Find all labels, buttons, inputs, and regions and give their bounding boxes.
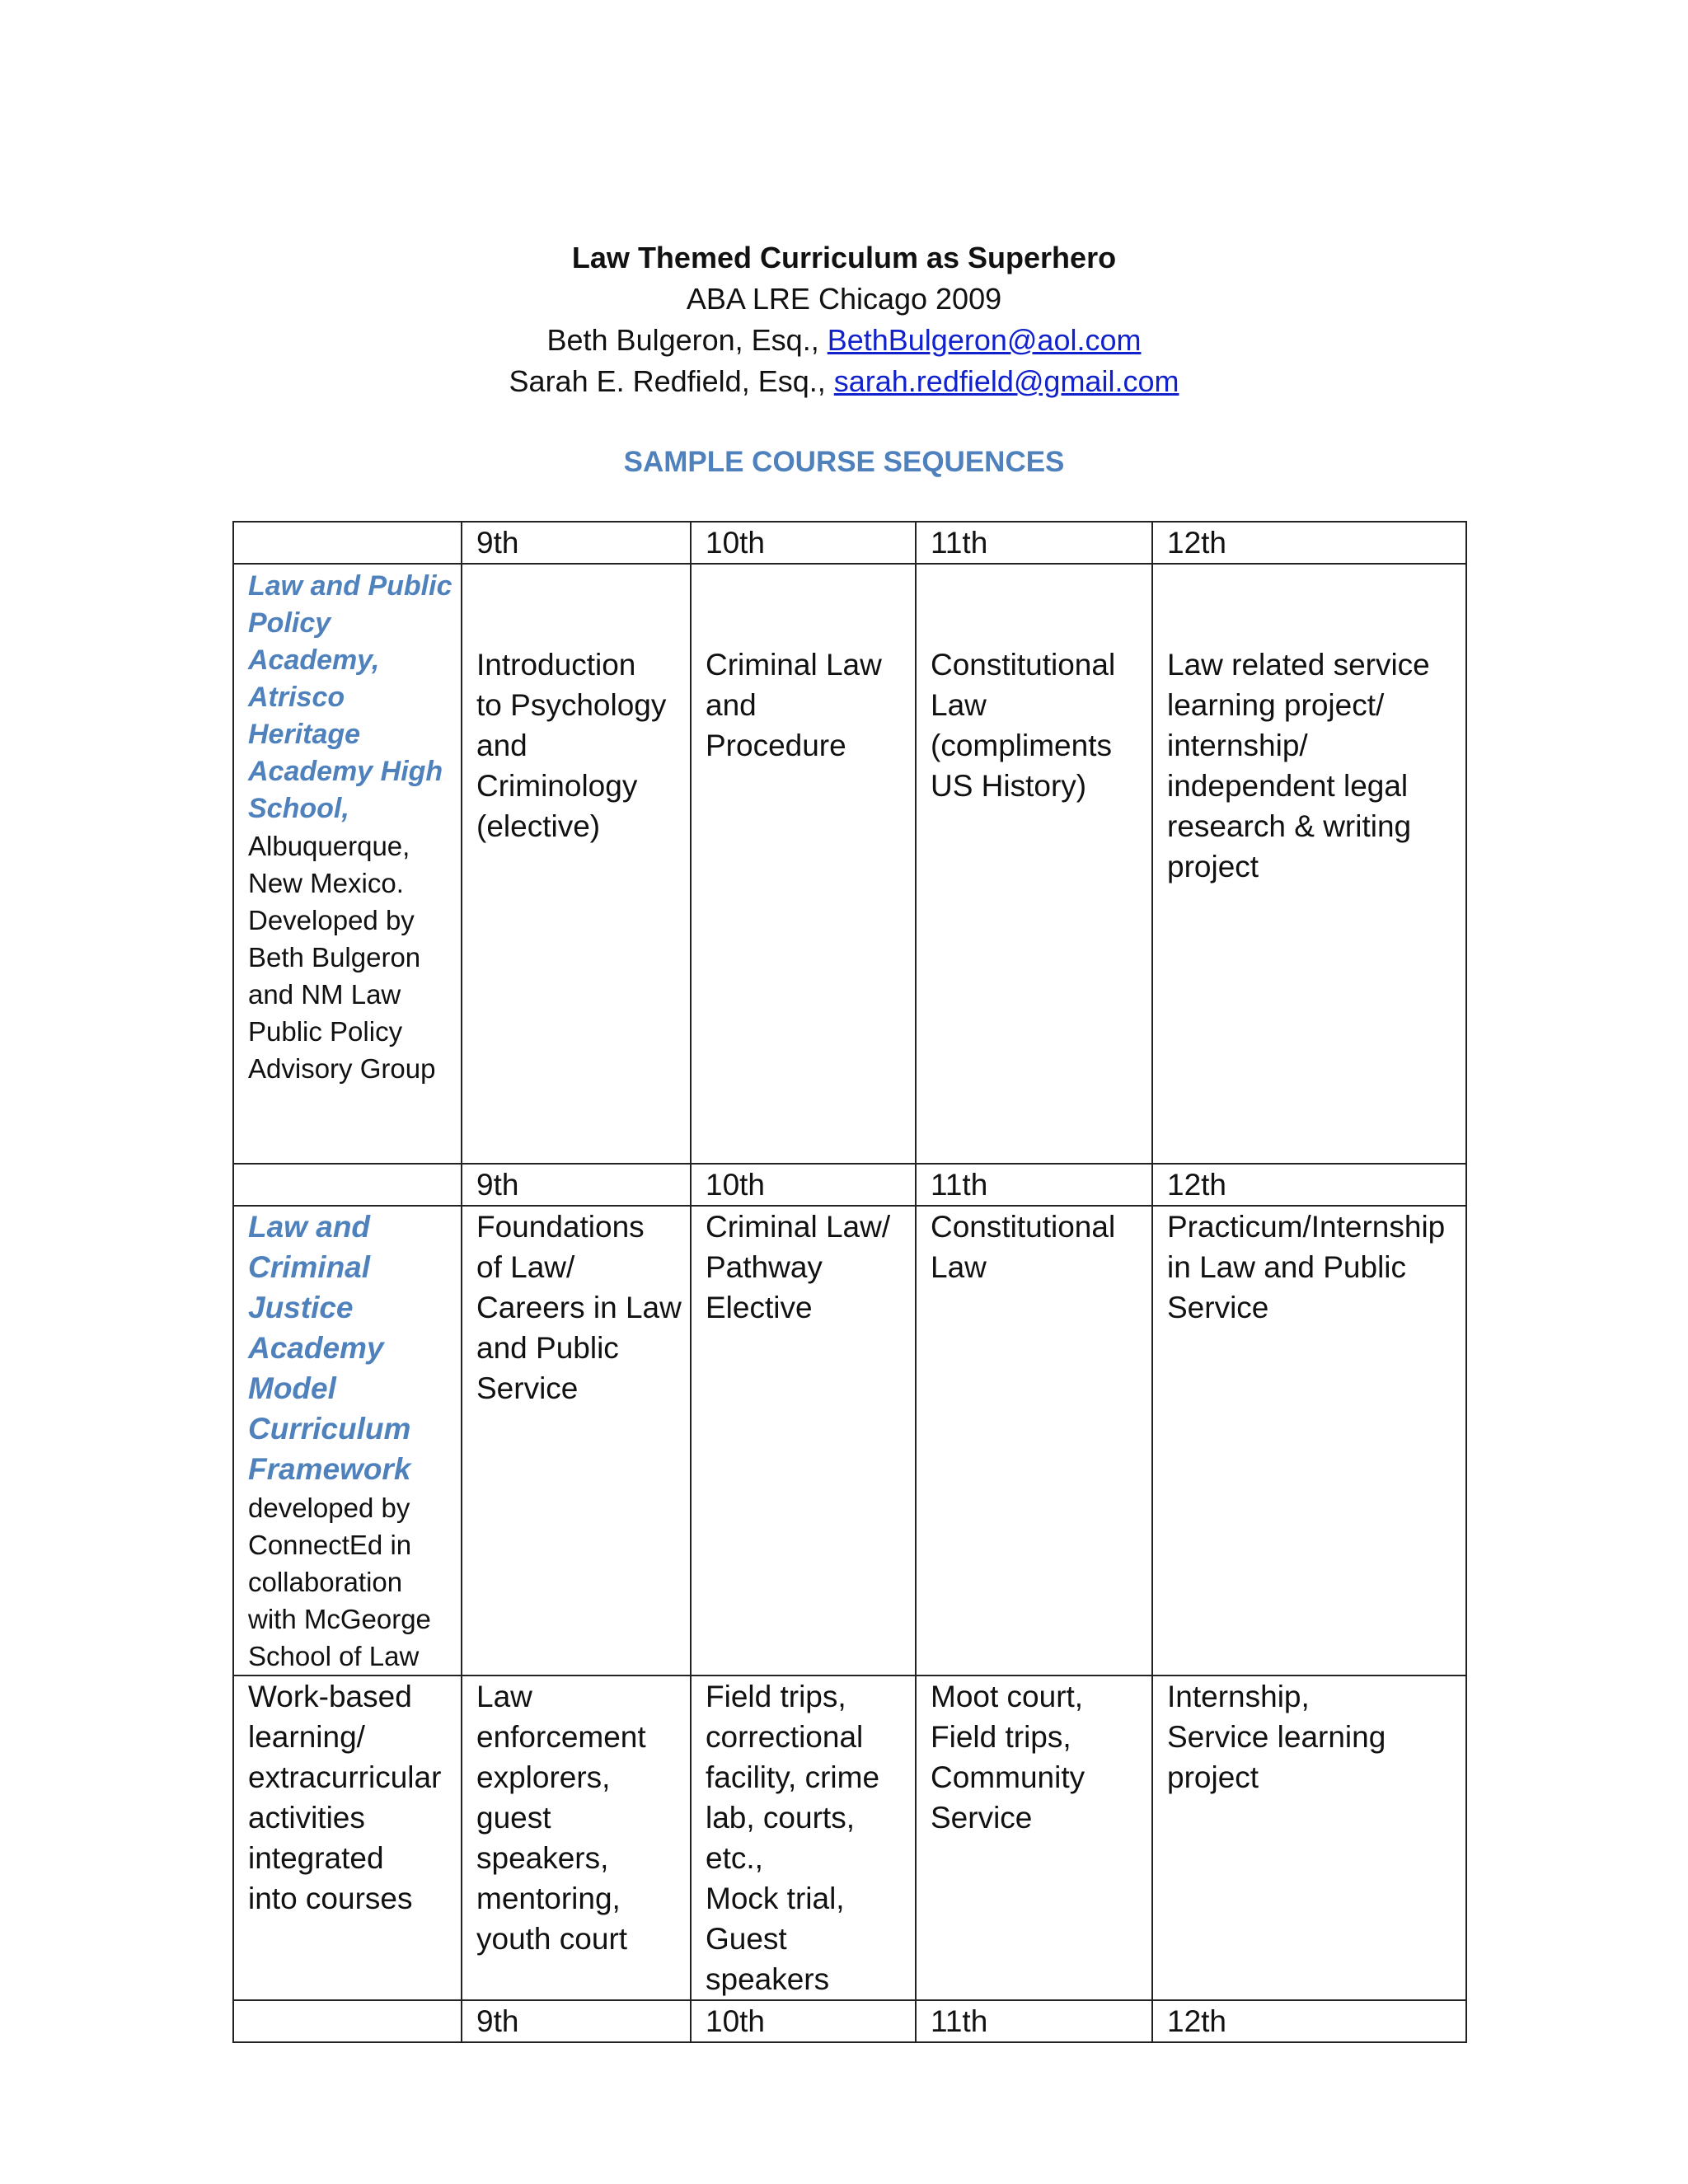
grade-11th: 11th [916,2000,1152,2042]
document-subtitle: ABA LRE Chicago 2009 [686,282,1002,316]
empty-cell [233,2000,462,2042]
program-a-course-11th: Constitutional Law (compliments US History) [916,564,1152,1164]
grade-10th: 10th [691,2000,916,2042]
work-based-10th: Field trips, correctional facility, crime lab, courts, etc., Mock trial, Guest speakers [691,1675,916,2000]
program-b-row [233,1206,1466,1675]
program-a-row [233,564,1466,1164]
author-2-email-link[interactable]: sarah.redfield@gmail.com [833,364,1179,398]
grade-12th: 12th [1152,522,1466,564]
grade-9th: 9th [462,522,691,564]
section-title: SAMPLE COURSE SEQUENCES [623,446,1065,478]
program-a-course-12th: Law related service learning project/ internship/ independent legal research & writing project [1152,564,1466,1164]
grade-header-row [233,522,1466,564]
program-a-details: Albuquerque, New Mexico. Developed by Beth Bulgeron and NM Law Public Policy Advisory Group [248,831,436,1084]
program-b-name: Law and Criminal Justice Academy Model Curriculum Framework [248,1210,411,1486]
author-1-name: Beth Bulgeron, Esq., [546,323,828,357]
work-based-label: Work-based learning/ extracurricular activities integrated into courses [233,1675,462,2000]
program-b-course-11th: Constitutional Law [916,1206,1152,1675]
program-b-course-10th: Criminal Law/ Pathway Elective [691,1206,916,1675]
work-based-11th: Moot court, Field trips, Community Service [916,1675,1152,2000]
author-1-email-link[interactable]: BethBulgeron@aol.com [827,323,1142,357]
program-b-label [233,1206,462,1675]
author-2-name: Sarah E. Redfield, Esq., [509,364,834,398]
grade-11th: 11th [916,522,1152,564]
grade-11th: 11th [916,1164,1152,1206]
grade-12th: 12th [1152,1164,1466,1206]
program-a-course-9th: Introduction to Psychology and Criminology (elective) [462,564,691,1164]
author-line-1 [0,320,1688,361]
program-b-course-9th: Foundations of Law/ Careers in Law and Public Service [462,1206,691,1675]
program-a-name: Law and Public Policy Academy, Atrisco Heritage Academy High School, [248,570,452,824]
grade-9th: 9th [462,2000,691,2042]
work-based-12th: Internship, Service learning project [1152,1675,1466,2000]
work-based-9th: Law enforcement explorers, guest speakers, mentoring, youth court [462,1675,691,2000]
grade-9th: 9th [462,1164,691,1206]
program-a-course-10th: Criminal Law and Procedure [691,564,916,1164]
author-line-2 [0,361,1688,402]
grade-header-row [233,2000,1466,2042]
grade-10th: 10th [691,522,916,564]
program-a-label [233,564,462,1164]
empty-cell [233,522,462,564]
work-based-row [233,1675,1466,2000]
grade-header-row [233,1164,1466,1206]
program-b-course-12th: Practicum/Internship in Law and Public Service [1152,1206,1466,1675]
program-b-details: developed by ConnectEd in collaboration with McGeorge School of Law [248,1493,431,1671]
empty-cell [233,1164,462,1206]
grade-12th: 12th [1152,2000,1466,2042]
document-header [0,237,1688,402]
course-sequence-table [232,521,1467,2043]
document-title: Law Themed Curriculum as Superhero [571,241,1117,274]
grade-10th: 10th [691,1164,916,1206]
